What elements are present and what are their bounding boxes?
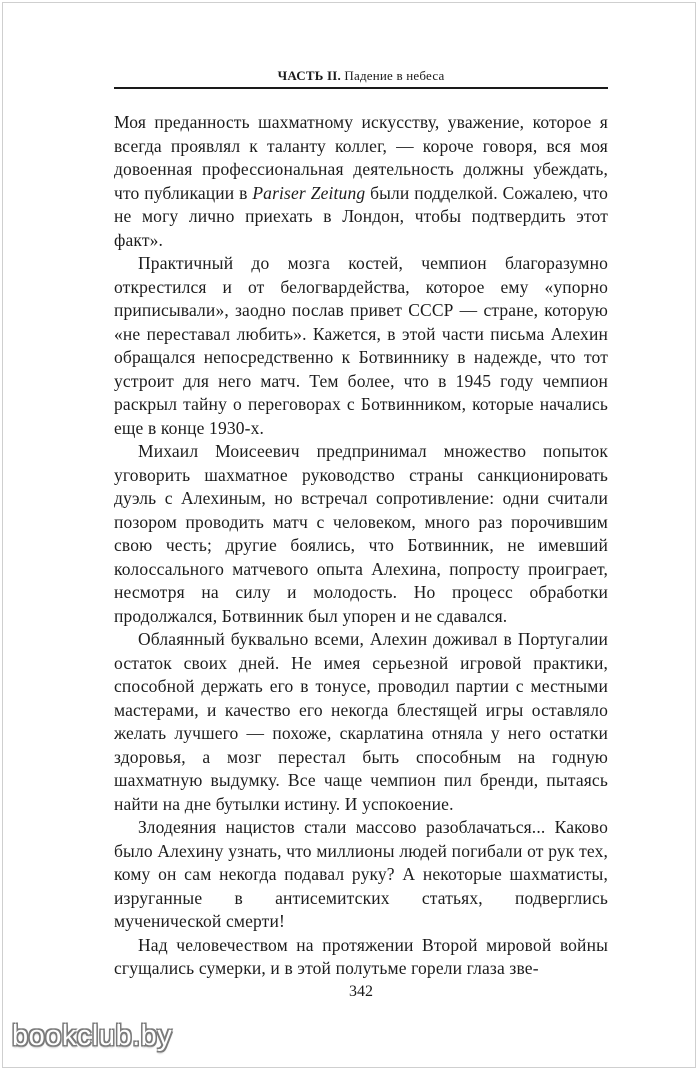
page-number: 342 [349,983,373,1000]
paragraph-1 [114,111,608,252]
running-head [114,68,608,89]
newspaper-title: Pariser Zeitung [252,182,366,203]
body-text [114,111,608,981]
watermark-logo: bookclub.by [12,1020,173,1052]
book-page [114,68,608,1000]
paragraph-1-text-before: Моя преданность шахматному искусству, уважение, которое я всегда проявлял к таланту коллег, — короче говоря, вся моя довоенная профессиональная деятельность должны убеждать, что публикации в [114,112,608,203]
paragraph-3: Михаил Моисеевич предпринимал множество попыток уговорить шахматное руководство страны санкционировать дуэль с Алехиным, но встречал сопротивление: одни считали позором проводить матч с человеком, много раз порочившим свою честь; другие боялись, что Ботвинник, не имевший колоссального матчевого опыта Алехина, попросту проиграет, несмотря на силу и молодость. Но процесс обработки продолжался, Ботвинник был упорен и не сдавался. [114,441,608,626]
paragraph-2: Практичный до мозга костей, чемпион благоразумно открестился и от белогвардейства, которое ему «упорно приписывали», заодно послав привет СССР — стране, которую «не переставал любить». Кажется, в этой части письма Алехин обращался непосредственно к Ботвиннику в надежде, что тот устроит для него матч. Тем более, что в 1945 году чемпион раскрыл тайну о переговорах с Ботвинником, которые начались еще в конце 1930-х. [114,253,608,438]
paragraph-1-text-after: были подделкой. Сожалею, что не могу лично приехать в Лондон, чтобы подтвердить этот факт». [114,182,608,250]
paragraph-5: Злодеяния нацистов стали массово разоблачаться... Каково было Алехину узнать, что миллионы людей погибали от рук тех, кому он сам некогда подавал руку? А некоторые шахматисты, изруганные в антисемитских статьях, подверглись мученической смерти! [114,817,608,931]
running-head-title: Падение в небеса [344,68,445,83]
paragraph-4: Облаянный буквально всеми, Алехин доживал в Португалии остаток своих дней. Не имея серьезной игровой практики, способной держать его в тонусе, проводил партии с местными мастерами, и качество его некогда блестящей игры оставляло желать лучшего — похоже, скарлатина отняла у него остатки здоровья, а мозг перестал быть способным на годную шахматную выдумку. Все чаще чемпион пил бренди, пытаясь найти на дне бутылки истину. И успокоение. [114,629,608,814]
paragraph-6: Над человечеством на протяжении Второй мировой войны сгущались сумерки, и в этой полутьме горели глаза зве- [114,934,608,978]
running-head-part: ЧАСТЬ II. [277,68,341,83]
